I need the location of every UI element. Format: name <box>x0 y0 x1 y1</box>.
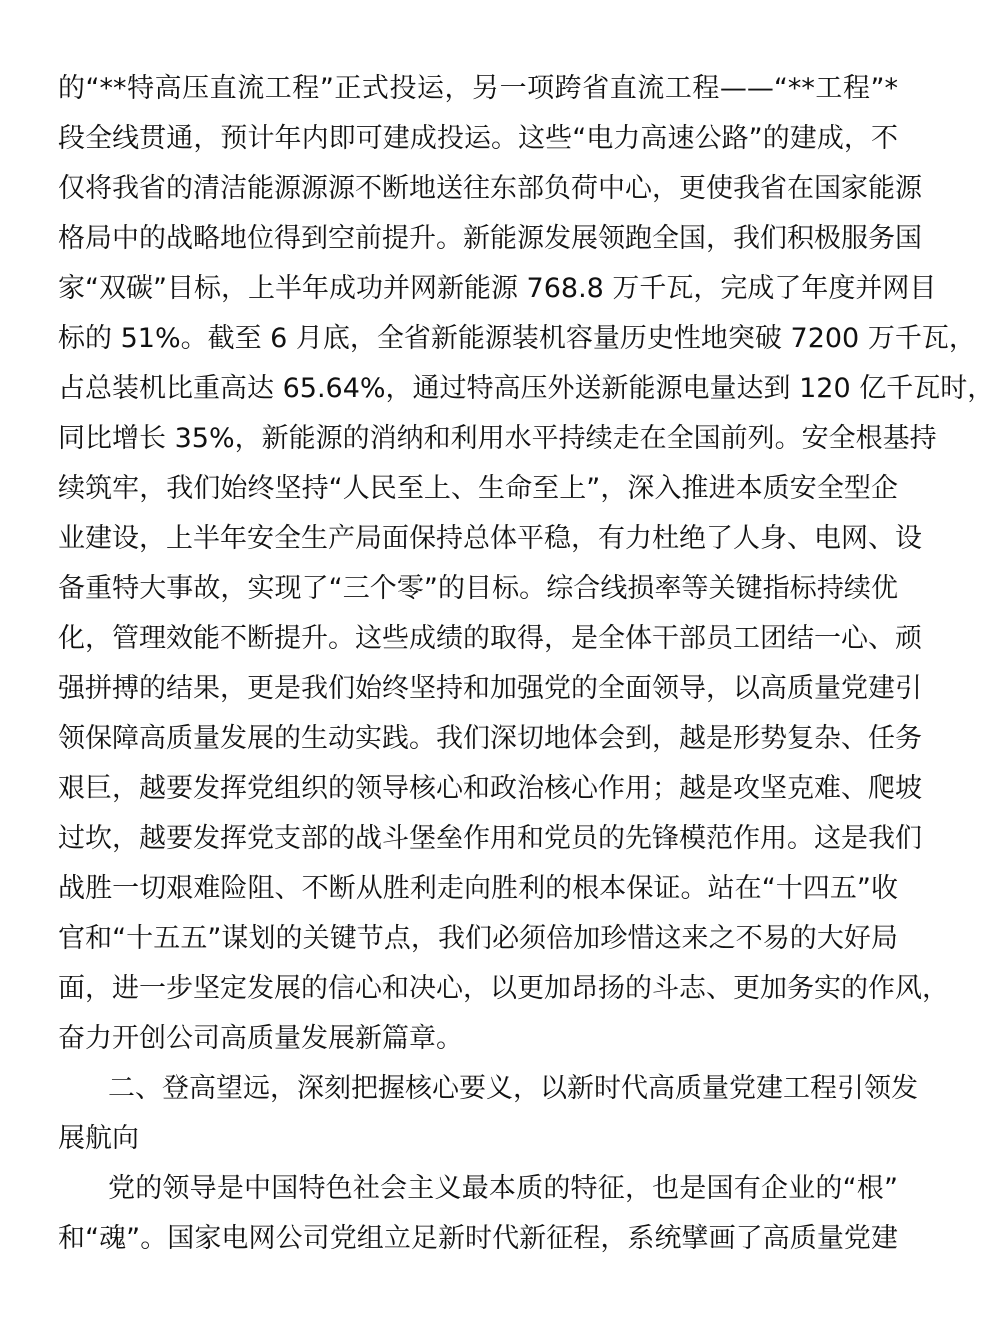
body-line: 领保障高质量发展的生动实践。我们深切地体会到，越是形势复杂、任务 <box>58 723 922 754</box>
body-line: 占总装机比重高达 65.64%，通过特高压外送新能源电量达到 120 亿千瓦时， <box>58 373 994 404</box>
body-line: 家“双碳”目标，上半年成功并网新能源 768.8 万千瓦，完成了年度并网目 <box>58 273 937 304</box>
paragraph-start-line: 党的领导是中国特色社会主义最本质的特征，也是国有企业的“根” <box>108 1173 898 1204</box>
body-line: 和“魂”。国家电网公司党组立足新时代新征程，系统擘画了高质量党建 <box>58 1223 898 1254</box>
body-line: 业建设，上半年安全生产局面保持总体平稳，有力杜绝了人身、电网、设 <box>58 523 922 554</box>
section-heading-line: 二、登高望远，深刻把握核心要义，以新时代高质量党建工程引领发 <box>108 1073 918 1104</box>
body-line: 标的 51%。截至 6 月底，全省新能源装机容量历史性地突破 7200 万千瓦， <box>58 323 976 354</box>
body-line: 过坎，越要发挥党支部的战斗堡垒作用和党员的先锋模范作用。这是我们 <box>58 823 922 854</box>
section-heading-end-line: 展航向 <box>58 1123 139 1154</box>
body-line: 段全线贯通，预计年内即可建成投运。这些“电力高速公路”的建成，不 <box>58 123 898 154</box>
paragraph-end-line: 奋力开创公司高质量发展新篇章。 <box>58 1023 463 1054</box>
body-line: 官和“十五五”谋划的关键节点，我们必须倍加珍惜这来之不易的大好局 <box>58 923 898 954</box>
body-line: 仅将我省的清洁能源源源不断地送往东部负荷中心，更使我省在国家能源 <box>58 173 922 204</box>
body-line: 续筑牢，我们始终坚持“人民至上、生命至上”，深入推进本质安全型企 <box>58 473 898 504</box>
body-line: 艰巨，越要发挥党组织的领导核心和政治核心作用；越是攻坚克难、爬坡 <box>58 773 922 804</box>
body-line: 的“**特高压直流工程”正式投运，另一项跨省直流工程——“**工程”* <box>58 73 898 104</box>
body-line: 战胜一切艰难险阻、不断从胜利走向胜利的根本保证。站在“十四五”收 <box>58 873 898 904</box>
body-line: 强拼搏的结果，更是我们始终坚持和加强党的全面领导，以高质量党建引 <box>58 673 922 704</box>
body-line: 同比增长 35%，新能源的消纳和利用水平持续走在全国前列。安全根基持 <box>58 423 937 454</box>
body-line: 格局中的战略地位得到空前提升。新能源发展领跑全国，我们积极服务国 <box>58 223 922 254</box>
body-line: 面，进一步坚定发展的信心和决心，以更加昂扬的斗志、更加务实的作风， <box>58 973 949 1004</box>
body-line: 化，管理效能不断提升。这些成绩的取得，是全体干部员工团结一心、顽 <box>58 623 922 654</box>
body-line: 备重特大事故，实现了“三个零”的目标。综合线损率等关键指标持续优 <box>58 573 898 604</box>
